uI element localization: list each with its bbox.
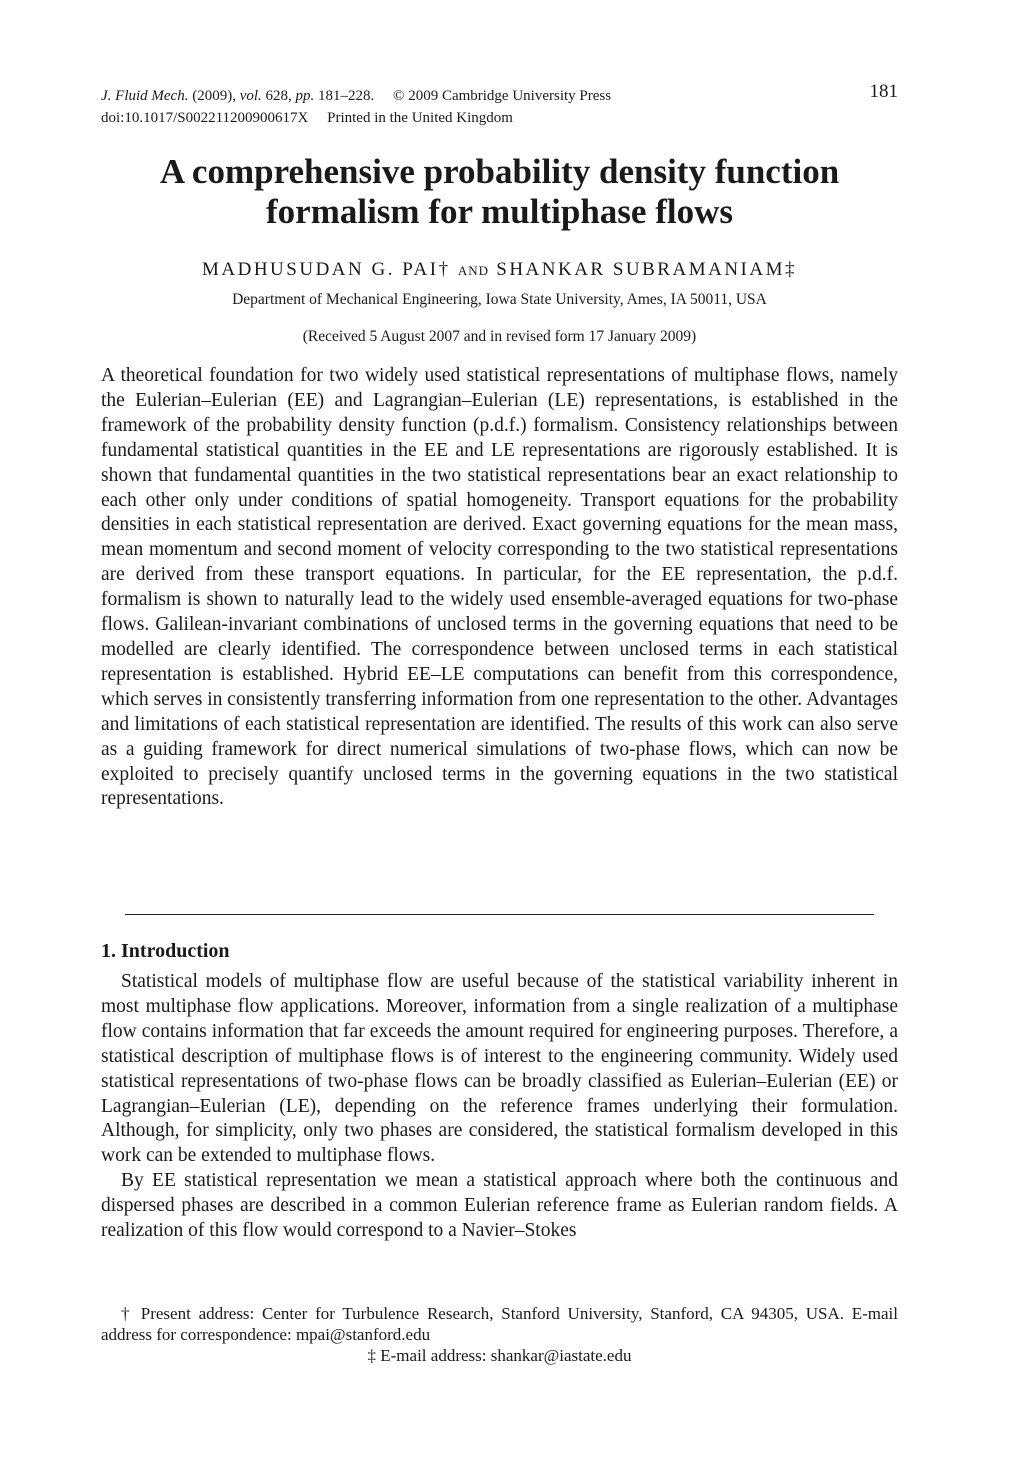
- journal-year: (2009),: [192, 88, 236, 104]
- intro-paragraph-1: Statistical models of multiphase flow are useful because of the statistical variability inherent in most multiphase flow applications. Moreover, information from a single realization of a multiphase flow contains information that far exceeds the amount required for engineering purposes. Therefore, a statistical description of multiphase flows is of interest to the engineering community. Widely used statistical representations of two-phase flows can be broadly classified as Eulerian–Eulerian (EE) or Lagrangian–Eulerian (LE), depending on the reference frames underlying their formulation. Although, for simplicity, only two phases are considered, the statistical formalism developed in this work can be extended to multiphase flows.: [101, 971, 898, 1167]
- citation-line: [101, 85, 898, 107]
- copyright-notice: © 2009 Cambridge University Press: [393, 88, 612, 104]
- intro-paragraph-2: By EE statistical representation we mean a statistical approach where both the continuous and dispersed phases are described in a common Eulerian reference frame as Eulerian random fields. A realization of this flow would correspond to a Navier–Stokes: [101, 1170, 898, 1242]
- author-2: SHANKAR SUBRAMANIAM‡: [496, 259, 797, 280]
- footnotes: [101, 1303, 898, 1366]
- journal-name: J. Fluid Mech.: [101, 88, 189, 104]
- footnote-2: ‡ E-mail address: shankar@iastate.edu: [367, 1346, 632, 1365]
- page-number: 181: [869, 81, 898, 102]
- author-1: MADHUSUDAN G. PAI†: [202, 259, 451, 280]
- author-conjunction: AND: [457, 263, 489, 278]
- title-line-1: A comprehensive probability density function: [159, 152, 840, 191]
- received-dates: (Received 5 August 2007 and in revised form 17 January 2009): [302, 328, 697, 345]
- introduction-body: [101, 970, 898, 1244]
- volume-label: vol.: [239, 88, 262, 104]
- page-range: 181–228.: [318, 88, 375, 104]
- footnote-1: † Present address: Center for Turbulence Research, Stanford University, Stanford, CA 94305, USA. E-mail address for correspondence: mpai@stanford.edu: [101, 1304, 898, 1344]
- abstract: A theoretical foundation for two widely used statistical representations of multiphase flows, namely the Eulerian–Eulerian (EE) and Lagrangian–Eulerian (LE) representations, is established in the framework of the probability density function (p.d.f.) formalism. Consistency relationships between fundamental statistical quantities in the EE and LE representations are rigorously established. It is shown that fundamental quantities in the two statistical representations bear an exact relationship to each other only under conditions of spatial homogeneity. Transport equations for the probability densities in each statistical representation are derived. Exact governing equations for the mean mass, mean momentum and second moment of velocity corresponding to the two statistical representations are derived from these transport equations. In particular, for the EE representation, the p.d.f. formalism is shown to naturally lead to the widely used ensemble-averaged equations for two-phase flows. Galilean-invariant combinations of unclosed terms in the governing equations that need to be modelled are clearly identified. The correspondence between unclosed terms in each statistical representation is established. Hybrid EE–LE computations can benefit from this correspondence, which serves in consistently transferring information from one representation to the other. Advantages and limitations of each statistical representation are identified. The results of this work can also serve as a guiding framework for direct numerical simulations of two-phase flows, which can now be exploited to precisely quantify unclosed terms in the governing equations in the two statistical representations.: [101, 365, 898, 810]
- affiliation: Department of Mechanical Engineering, Iowa State University, Ames, IA 50011, USA: [232, 291, 767, 308]
- paper-title: [101, 152, 898, 232]
- printed-note: Printed in the United Kingdom: [327, 110, 513, 126]
- title-line-2: formalism for multiphase flows: [266, 192, 733, 231]
- running-header: [101, 81, 898, 129]
- volume-number: 628,: [265, 88, 292, 104]
- section-heading: 1. Introduction: [101, 940, 230, 962]
- doi-line: [101, 107, 898, 129]
- pages-label: pp.: [295, 88, 315, 104]
- section-divider: [125, 914, 874, 915]
- doi: doi:10.1017/S002211200900617X: [101, 110, 309, 126]
- author-list: [101, 258, 898, 283]
